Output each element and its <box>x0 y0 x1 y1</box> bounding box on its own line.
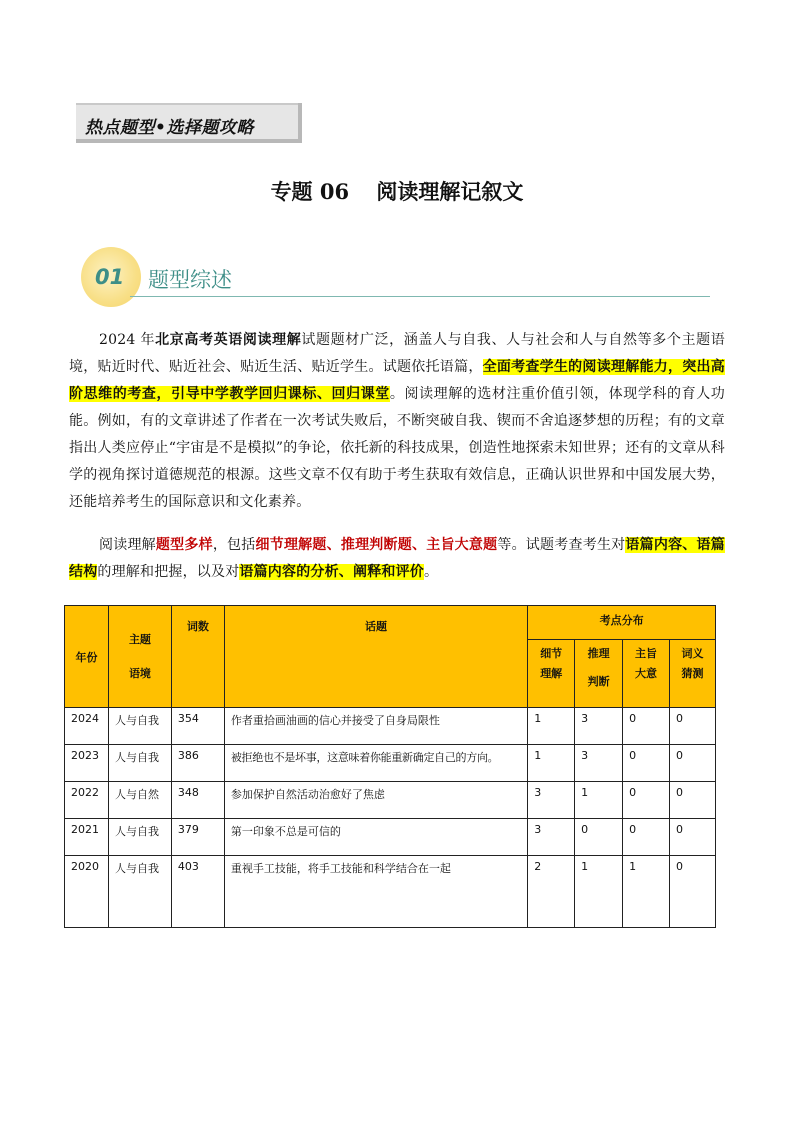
header-infer-b: 判断 <box>587 675 610 688</box>
cell-words: 403 <box>171 856 224 928</box>
p2-text-b: ，包括 <box>212 537 256 553</box>
p1-exam: 北京高考英语阅读理解 <box>155 332 302 348</box>
table-row <box>65 819 716 856</box>
header-vocab-b: 猜测 <box>681 667 704 680</box>
header-words: 词数 <box>171 606 224 708</box>
cell-infer: 3 <box>575 745 623 782</box>
header-main <box>623 640 670 708</box>
question-types-paragraph <box>69 532 725 586</box>
cell-vocab: 0 <box>670 708 716 745</box>
p2-types-diverse: 题型多样 <box>155 537 213 553</box>
cell-infer: 1 <box>575 856 623 928</box>
cell-year: 2021 <box>65 819 109 856</box>
cell-year: 2022 <box>65 782 109 819</box>
header-theme-b: 语境 <box>128 666 151 680</box>
table-row <box>65 745 716 782</box>
p1-text-a: 试题题材广泛，涵盖人与自我、人与社会和人与自然等多个主题语境，贴近时代、贴近社会、贴近生活、贴近学生。试题依托语篇， <box>69 332 725 375</box>
section-banner <box>76 103 302 143</box>
banner-text: 热点题型•选择题攻略 <box>85 118 254 138</box>
cell-theme: 人与自我 <box>108 856 171 928</box>
cell-detail: 1 <box>528 708 575 745</box>
cell-main: 0 <box>623 819 670 856</box>
cell-year: 2023 <box>65 745 109 782</box>
cell-topic: 参加保护自然活动治愈好了焦虑 <box>224 782 527 819</box>
cell-topic: 作者重拾画油画的信心并接受了自身局限性 <box>224 708 527 745</box>
p2-text-e: 。 <box>424 564 439 580</box>
cell-infer: 3 <box>575 708 623 745</box>
page-title <box>0 176 794 206</box>
cell-vocab: 0 <box>670 856 716 928</box>
cell-words: 354 <box>171 708 224 745</box>
cell-words: 386 <box>171 745 224 782</box>
title-num: 06 <box>319 179 350 204</box>
exam-stats-table <box>64 605 716 928</box>
overview-paragraph <box>69 327 725 516</box>
p2-hl-analysis: 语篇内容的分析、阐释和评价 <box>239 564 425 580</box>
cell-vocab: 0 <box>670 782 716 819</box>
cell-theme: 人与自然 <box>108 782 171 819</box>
p2-text-a: 阅读理解 <box>99 537 156 553</box>
title-topic: 阅读理解记叙文 <box>376 180 524 204</box>
p1-text-b: 。阅读理解的选材注重价值引领，体现学科的育人功能。例如，有的文章讲述了作者在一次考试失败后，不断突破自我、锲而不舍追逐梦想的历程；有的文章指出人类应停止“宇宙是不是模拟”的争论，依托新的科技成果，创造性地探索未知世界；还有的文章从科学的视角探讨道德规范的根源。这些文章不仅有助于考生获取有效信息，正确认识世界和中国发展大势，还能培养考生的国际意识和文化素养。 <box>69 386 725 510</box>
header-vocab <box>670 640 716 708</box>
header-topic: 话题 <box>224 606 527 708</box>
section-title: 题型综述 <box>148 268 232 292</box>
p2-question-types: 细节理解题、推理判断题、主旨大意题 <box>255 537 498 553</box>
cell-main: 0 <box>623 708 670 745</box>
cell-infer: 0 <box>575 819 623 856</box>
cell-topic: 第一印象不总是可信的 <box>224 819 527 856</box>
cell-theme: 人与自我 <box>108 708 171 745</box>
p1-year: 2024 年 <box>99 332 156 348</box>
cell-main: 0 <box>623 782 670 819</box>
header-infer <box>575 640 623 708</box>
table-row <box>65 708 716 745</box>
header-theme-a: 主题 <box>128 632 151 646</box>
cell-theme: 人与自我 <box>108 745 171 782</box>
cell-main: 0 <box>623 745 670 782</box>
p2-text-d: 的理解和把握，以及对 <box>97 564 240 580</box>
cell-vocab: 0 <box>670 819 716 856</box>
header-detail-a: 细节 <box>540 647 563 660</box>
cell-topic: 重视手工技能，将手工技能和科学结合在一起 <box>224 856 527 928</box>
p2-hl-structure: 语篇内容、语篇结构 <box>69 537 725 580</box>
cell-detail: 1 <box>528 745 575 782</box>
header-year: 年份 <box>65 606 109 708</box>
cell-vocab: 0 <box>670 745 716 782</box>
cell-words: 348 <box>171 782 224 819</box>
header-infer-a: 推理 <box>587 647 610 660</box>
cell-theme: 人与自我 <box>108 819 171 856</box>
cell-detail: 2 <box>528 856 575 928</box>
cell-main: 1 <box>623 856 670 928</box>
table-row <box>65 782 716 819</box>
header-distribution: 考点分布 <box>528 606 716 640</box>
cell-year: 2020 <box>65 856 109 928</box>
header-main-b: 大意 <box>635 667 658 680</box>
cell-detail: 3 <box>528 782 575 819</box>
cell-year: 2024 <box>65 708 109 745</box>
header-main-a: 主旨 <box>635 647 658 660</box>
p2-text-c: 等。试题考查考生对 <box>497 537 626 553</box>
title-prefix: 专题 <box>270 180 313 204</box>
header-detail <box>528 640 575 708</box>
header-vocab-a: 词义 <box>681 647 704 660</box>
header-detail-b: 理解 <box>540 667 563 680</box>
cell-topic: 被拒绝也不是坏事，这意味着你能重新确定自己的方向。 <box>224 745 527 782</box>
header-theme <box>108 606 171 708</box>
section-divider <box>130 296 710 297</box>
section-number: 01 <box>95 265 125 289</box>
table-row <box>65 856 716 928</box>
cell-words: 379 <box>171 819 224 856</box>
p1-highlight: 全面考查学生的阅读理解能力，突出高阶思维的考查，引导中学教学回归课标、回归课堂 <box>69 359 725 402</box>
cell-infer: 1 <box>575 782 623 819</box>
cell-detail: 3 <box>528 819 575 856</box>
